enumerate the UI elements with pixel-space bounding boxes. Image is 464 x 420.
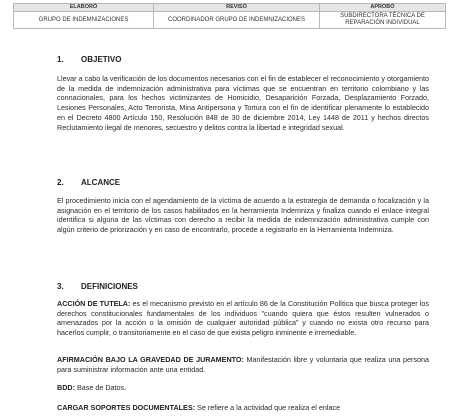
definition-item: [57, 299, 429, 338]
definition-text: Base de Datos.: [74, 383, 127, 392]
objetivo-paragraph: Llevar a cabo la verificación de los documentos necesarios con el fin de establecer el reconocimiento y otorgamiento de la medida de indemnización administrativa para víctimas que se encuentran en territorio colombiano y las connacionales, para los hechos victimizantes de Homicidio, Desaparición Forzada, Desplazamiento Forzado, Lesiones Personales, Acto Terrorista, Mina Antipersona y Tortura con el fin de identificar plenamente lo establecido en el Decreto 4800 Artículo 150, Resolución 848 de 30 de diciembre 2014, Ley 1448 de 2011 y hechos directos Reclutamiento ilegal de menores, secuestro y delitos contra la libertad e integridad sexual.: [57, 74, 429, 132]
approval-value-cell: SUBDIRECTORA TÉCNICA DE REPARACIÓN INDIVIDUAL: [320, 12, 446, 29]
alcance-paragraph: El procedimiento inicia con el agendamiento de la víctima de acuerdo a la estrategia de demanda o focalización y la asignación en el territorio de los casos habilitados en la herramienta Indemniza y finaliza cuando el enlace integral identifica si alguna de las víctimas con derecho a recibir la medida de indemnización administrativa cumple con algún criterio de priorización y en caso de encontrarlo, procede a registrarlo en la Herramienta Indemniza.: [57, 196, 429, 235]
definition-item: [57, 383, 429, 393]
definition-item: [57, 355, 429, 374]
definition-term: BDD:: [57, 383, 75, 392]
definition-text: Manifestación libre y voluntaria que realiza una persona para suministrar información ante una entidad.: [57, 355, 429, 374]
definition-term: AFIRMACIÓN BAJO LA GRAVEDAD DE JURAMENTO:: [57, 355, 244, 364]
section-title: DEFINICIONES: [81, 282, 138, 291]
definition-item: [57, 403, 429, 413]
section-number: 2.: [57, 178, 64, 187]
section-number: 1.: [57, 55, 64, 64]
section-heading-definiciones: [57, 282, 138, 291]
approval-header-cell: REVISÓ: [154, 4, 320, 12]
section-heading-objetivo: [57, 55, 121, 64]
definition-text: es el mecanismo previsto en el artículo 86 de la Constitución Política que busca proteger los derechos constitucionales fundamentales de los individuos "cuando quiera que éstos resulten vulnerados o amenazados por la acción o la omisión de cualquier autoridad pública" y cuando no exista otro recurso para hacerlos cumplir, o transitoriamente en el caso de que exista peligro inminente e irremediable.: [57, 299, 429, 338]
section-title: ALCANCE: [81, 178, 121, 187]
approval-header-cell: ELABORÓ: [14, 4, 154, 12]
section-number: 3.: [57, 282, 64, 291]
approval-value-cell: GRUPO DE INDEMNIZACIONES: [14, 12, 154, 29]
section-heading-alcance: [57, 178, 120, 187]
approval-table: [13, 3, 446, 29]
approval-value-cell: COORDINADOR GRUPO DE INDEMNIZACIONES: [154, 12, 320, 29]
definition-term: CARGAR SOPORTES DOCUMENTALES:: [57, 403, 196, 412]
approval-value-row: [14, 12, 446, 29]
definition-text: Se refiere a la actividad que realiza el enlace: [195, 403, 341, 412]
approval-header-row: [14, 4, 446, 12]
definition-term: ACCIÓN DE TUTELA:: [57, 299, 131, 308]
section-title: OBJETIVO: [81, 55, 122, 64]
approval-header-cell: APROBÓ: [320, 4, 446, 12]
